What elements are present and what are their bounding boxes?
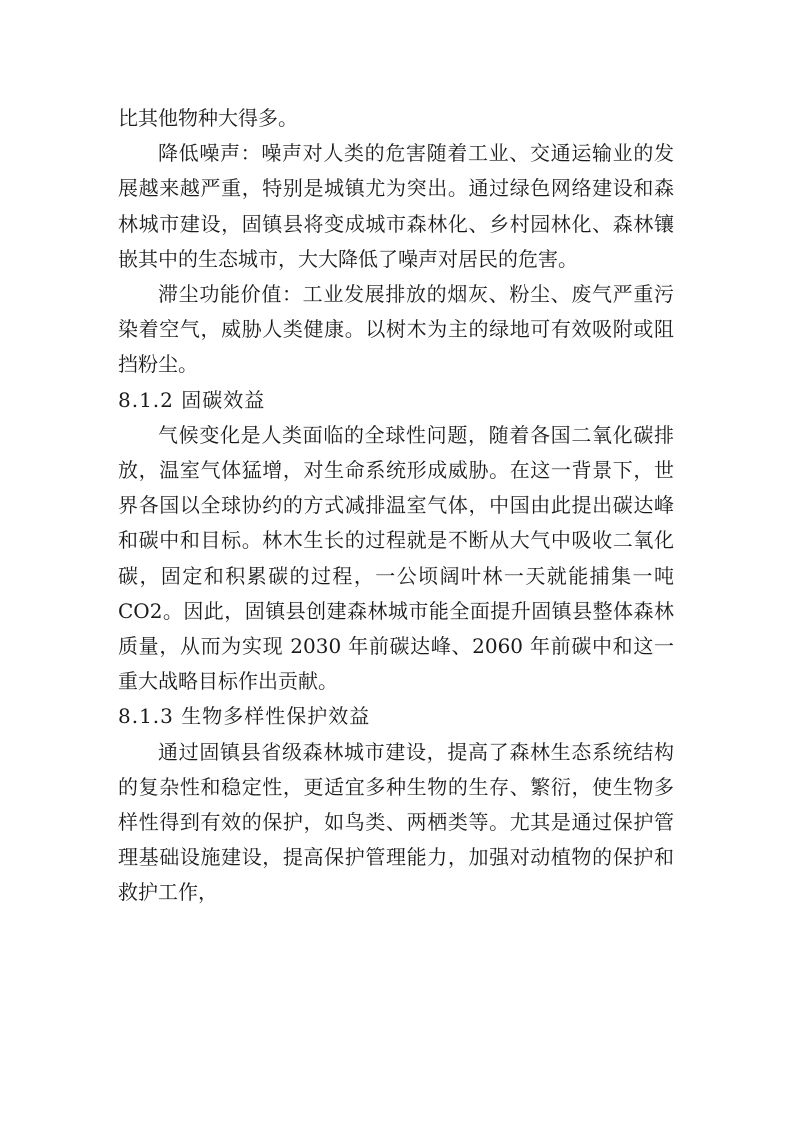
- section-heading-biodiversity: 8.1.3 生物多样性保护效益: [118, 704, 371, 729]
- document-body: [118, 101, 674, 911]
- paragraph-continuation: 比其他物种大得多。: [118, 106, 298, 130]
- paragraph-noise-reduction: 降低噪声：噪声对人类的危害随着工业、交通运输业的发展越来越严重，特别是城镇尤为突出。通过绿色网络建设和森林城市建设，固镇县将变成城市森林化、乡村园林化、森林镶嵌其中的生态城市，大大降低了噪声对居民的危害。: [118, 141, 674, 271]
- paragraph-biodiversity: 通过固镇县省级森林城市建设，提高了森林生态系统结构的复杂性和稳定性，更适宜多种生物的生存、繁衍，使生物多样性得到有效的保护，如鸟类、两栖类等。尤其是通过保护管理基础设施建设，提高保护管理能力，加强对动植物的保护和救护工作，: [118, 739, 674, 905]
- paragraph-dust-retention: 滞尘功能价值：工业发展排放的烟灰、粉尘、废气严重污染着空气，威胁人类健康。以树木为主的绿地可有效吸附或阻挡粉尘。: [118, 282, 674, 377]
- paragraph-carbon-sequestration: 气候变化是人类面临的全球性问题，随着各国二氧化碳排放，温室气体猛增，对生命系统形成威胁。在这一背景下，世界各国以全球协约的方式减排温室气体，中国由此提出碳达峰和碳中和目标。林木生长的过程就是不断从大气中吸收二氧化碳，固定和积累碳的过程，一公顷阔叶林一天就能捕集一吨 CO2。因此，固镇县创建森林城市能全面提升固镇县整体森林质量，从而为实现 2030 年前碳达峰、2060 年前碳中和这一重大战略目标作出贡献。: [118, 422, 674, 694]
- section-heading-carbon-sequestration: 8.1.2 固碳效益: [118, 387, 266, 412]
